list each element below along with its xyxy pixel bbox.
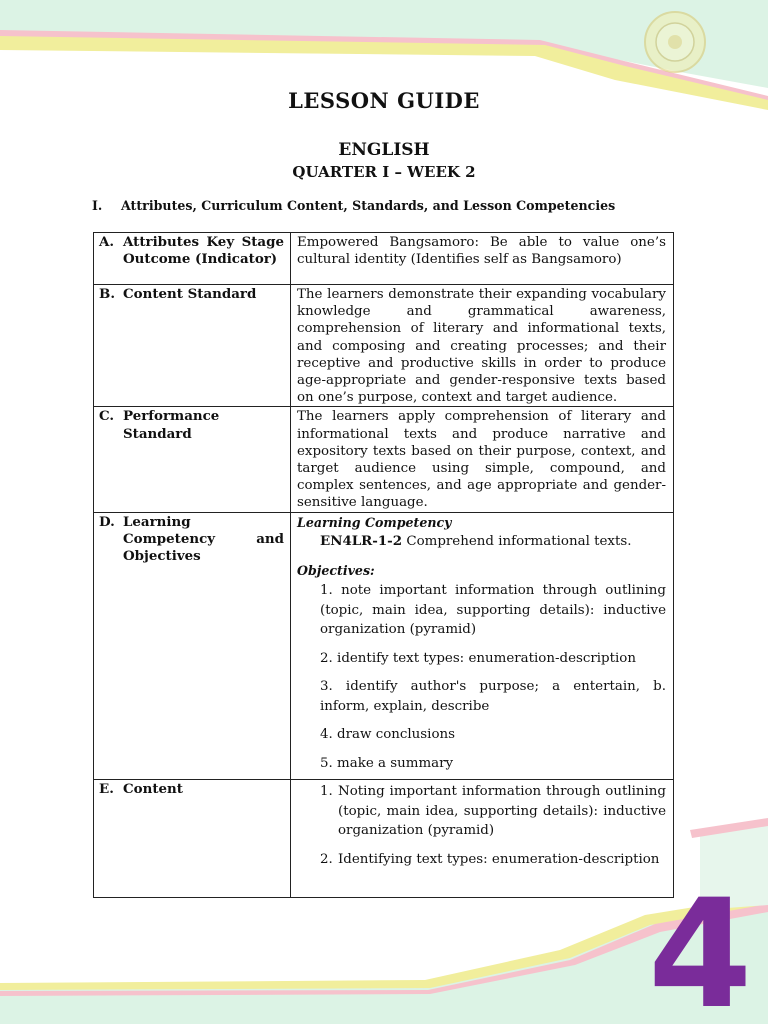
objective-item: 3. identify author's purpose; a entertain, b. inform, explain, describe <box>320 679 666 714</box>
content-standard-value: The learners demonstrate their expanding vocabulary knowledge and grammatical awareness, comprehension of literary and informational texts, and composing and creating processes; and their receptive and productive skills in order to produce age-appropriate and gender-responsive texts based on one’s purpose, context and target audience. <box>291 285 674 407</box>
objective-item: 1. note important information through outlining (topic, main idea, supporting details): inductive organization (pyramid) <box>320 583 666 638</box>
row-label-cell <box>94 233 291 285</box>
objectives-heading: Objectives: <box>297 563 375 579</box>
learning-competency-cell <box>291 512 674 780</box>
row-letter: D. <box>99 513 115 530</box>
objective-item: 4. draw conclusions <box>320 727 456 743</box>
row-label: Learning Competency and Objectives <box>123 513 284 565</box>
row-learning-competency <box>94 512 674 780</box>
content-item-text: Identifying text types: enumeration-description <box>338 851 660 867</box>
content-item <box>297 850 666 870</box>
row-content-standard <box>94 285 674 407</box>
competency-line <box>297 533 666 550</box>
objective-item: 2. identify text types: enumeration-description <box>320 650 636 666</box>
row-label-cell <box>94 780 291 898</box>
content-item-number: 2. <box>320 851 333 867</box>
row-label: Attributes Key Stage Outcome (Indicator) <box>123 234 284 268</box>
content-cell <box>291 780 674 898</box>
competency-text: Comprehend informational texts. <box>406 533 632 549</box>
row-label-cell <box>94 512 291 780</box>
grade-badge: 4 <box>648 868 753 1024</box>
row-label: Content <box>123 781 183 798</box>
attributes-value: Empowered Bangsamoro: Be able to value one’s cultural identity (Identifies self as Bangsamoro) <box>291 233 674 285</box>
objective-item: 5. make a summary <box>320 755 454 771</box>
section-number: I. <box>92 198 103 213</box>
row-label: Content Standard <box>123 286 257 302</box>
row-performance-standard <box>94 407 674 512</box>
row-letter: B. <box>99 286 115 302</box>
section-title: Attributes, Curriculum Content, Standards, and Lesson Competencies <box>121 198 616 213</box>
row-label: Performance Standard <box>123 408 220 442</box>
row-letter: A. <box>99 234 115 250</box>
row-attributes <box>94 233 674 285</box>
row-label-cell <box>94 285 291 407</box>
row-letter: C. <box>99 408 115 425</box>
row-letter: E. <box>99 781 114 798</box>
quarter-week: QUARTER I – WEEK 2 <box>292 163 476 181</box>
row-content <box>94 780 674 898</box>
content-item <box>297 782 666 841</box>
competency-code: EN4LR-1-2 <box>320 532 403 549</box>
lesson-table <box>93 232 674 898</box>
content-item-number: 1. <box>320 784 333 800</box>
row-label-cell <box>94 407 291 512</box>
competency-heading: Learning Competency <box>297 514 452 530</box>
performance-standard-value: The learners apply comprehension of literary and informational texts and produce narrative and expository texts based on their purpose, context, and target audience using simple, compound, and complex sentences, and age appropriate and gender-sensitive language. <box>291 407 674 512</box>
subject-title: ENGLISH <box>338 140 430 160</box>
section-heading <box>92 198 615 213</box>
page-title: LESSON GUIDE <box>288 88 480 113</box>
content-item-text: Noting important information through outlining (topic, main idea, supporting details): inductive organization (pyramid) <box>338 784 666 839</box>
